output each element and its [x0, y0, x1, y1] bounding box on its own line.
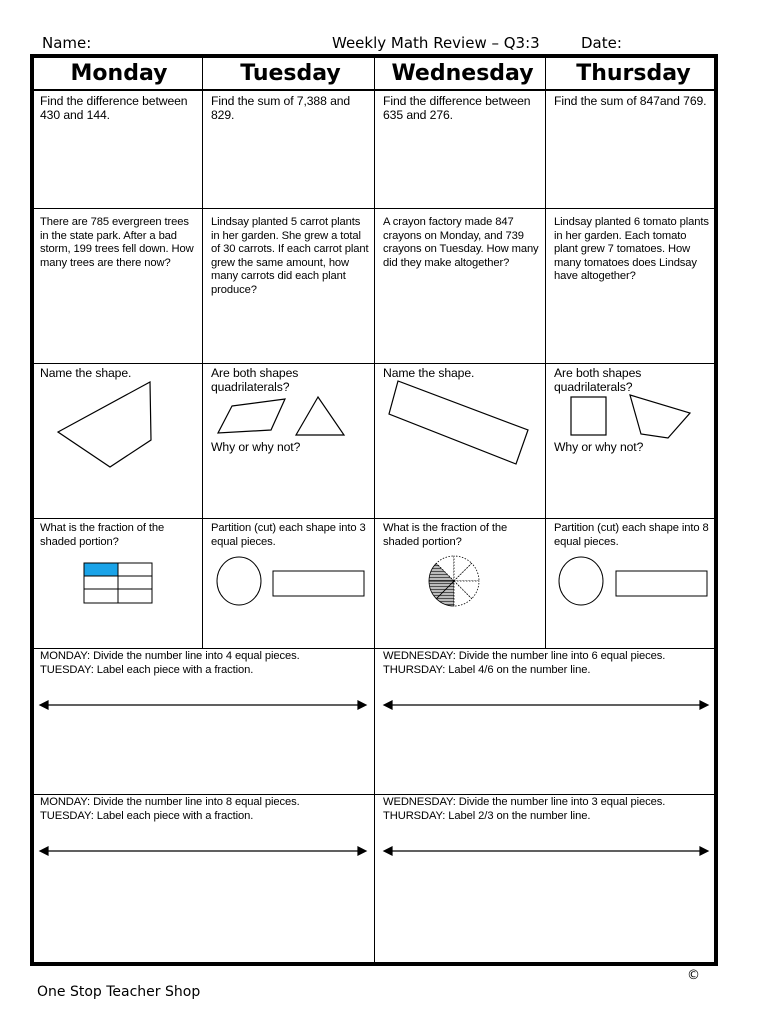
- number-line: [384, 701, 708, 709]
- monday-problem-1: Find the difference between 430 and 144.: [40, 94, 188, 123]
- tuesday-word-problem: Lindsay planted 5 carrot plants in her garden. She grew a total of 30 carrots. If each carrot plant grew the same amount, how many carrots did each plant produce?: [211, 216, 369, 296]
- number-line: [40, 847, 366, 855]
- publisher-name: One Stop Teacher Shop: [37, 984, 201, 1000]
- wednesday-word-problem: A crayon factory made 847 crayons on Monday, and 739 crayons on Tuesday. How many did they make altogether?: [383, 216, 539, 269]
- day-header-tuesday: Tuesday: [240, 61, 341, 86]
- thursday-why-prompt: Why or why not?: [554, 440, 644, 454]
- wednesday-problem-1: Find the difference between 635 and 276.: [383, 94, 531, 123]
- number-line-instruction: THURSDAY: Label 4/6 on the number line.: [383, 664, 591, 676]
- wednesday-shape-prompt: Name the shape.: [383, 366, 475, 380]
- wednesday-fraction-prompt: What is the fraction of the shaded portion?: [383, 522, 508, 548]
- day-header-thursday: Thursday: [576, 61, 691, 86]
- date-label: Date:: [581, 34, 622, 52]
- thursday-partition-prompt: Partition (cut) each shape into 8 equal pieces.: [554, 522, 709, 548]
- worksheet-title: Weekly Math Review – Q3:3: [332, 34, 540, 52]
- tuesday-partition-circle: [217, 557, 261, 605]
- thursday-partition-rectangle: [616, 571, 707, 596]
- number-line: [40, 701, 366, 709]
- tuesday-shape-question: Are both shapes quadrilaterals?: [211, 366, 299, 395]
- number-line-instruction: WEDNESDAY: Divide the number line into 3 equal pieces.: [383, 796, 666, 808]
- tuesday-why-prompt: Why or why not?: [211, 440, 301, 454]
- name-label: Name:: [42, 34, 92, 52]
- tuesday-parallelogram: [218, 399, 285, 433]
- tuesday-partition-prompt: Partition (cut) each shape into 3 equal pieces.: [211, 522, 366, 548]
- shaded-part: [84, 563, 118, 576]
- tuesday-triangle: [296, 397, 344, 435]
- number-line-instruction: MONDAY: Divide the number line into 4 equal pieces.: [40, 650, 300, 662]
- monday-fraction-prompt: What is the fraction of the shaded portion?: [40, 522, 165, 548]
- copyright-symbol: ©: [687, 968, 700, 983]
- thursday-trapezoid: [630, 395, 690, 438]
- tuesday-problem-1: Find the sum of 7,388 and 829.: [211, 94, 351, 123]
- thursday-problem-1: Find the sum of 847and 769.: [554, 94, 707, 108]
- monday-shape-prompt: Name the shape.: [40, 366, 132, 380]
- wednesday-rotated-rectangle: [389, 381, 528, 464]
- wednesday-fraction-model: [429, 556, 479, 606]
- number-line-instruction: WEDNESDAY: Divide the number line into 6 equal pieces.: [383, 650, 666, 662]
- number-line: [384, 847, 708, 855]
- thursday-word-problem: Lindsay planted 6 tomato plants in her garden. Each tomato plant grew 7 tomatoes. How many tomatoes does Lindsay have altogether?: [554, 216, 709, 283]
- monday-word-problem: There are 785 evergreen trees in the state park. After a bad storm, 199 trees fell down. How many trees are there now?: [40, 216, 194, 269]
- thursday-shape-question: Are both shapes quadrilaterals?: [554, 366, 642, 395]
- number-line-instruction: THURSDAY: Label 2/3 on the number line.: [383, 810, 591, 822]
- day-header-wednesday: Wednesday: [391, 61, 534, 86]
- number-line-instruction: MONDAY: Divide the number line into 8 equal pieces.: [40, 796, 300, 808]
- thursday-partition-circle: [559, 557, 603, 605]
- monday-quadrilateral: [58, 382, 151, 467]
- day-header-monday: Monday: [70, 61, 168, 86]
- number-line-instruction: TUESDAY: Label each piece with a fraction.: [40, 810, 254, 822]
- thursday-rectangle: [571, 397, 606, 435]
- number-line-instruction: TUESDAY: Label each piece with a fraction.: [40, 664, 254, 676]
- monday-fraction-model: [84, 563, 152, 603]
- tuesday-partition-rectangle: [273, 571, 364, 596]
